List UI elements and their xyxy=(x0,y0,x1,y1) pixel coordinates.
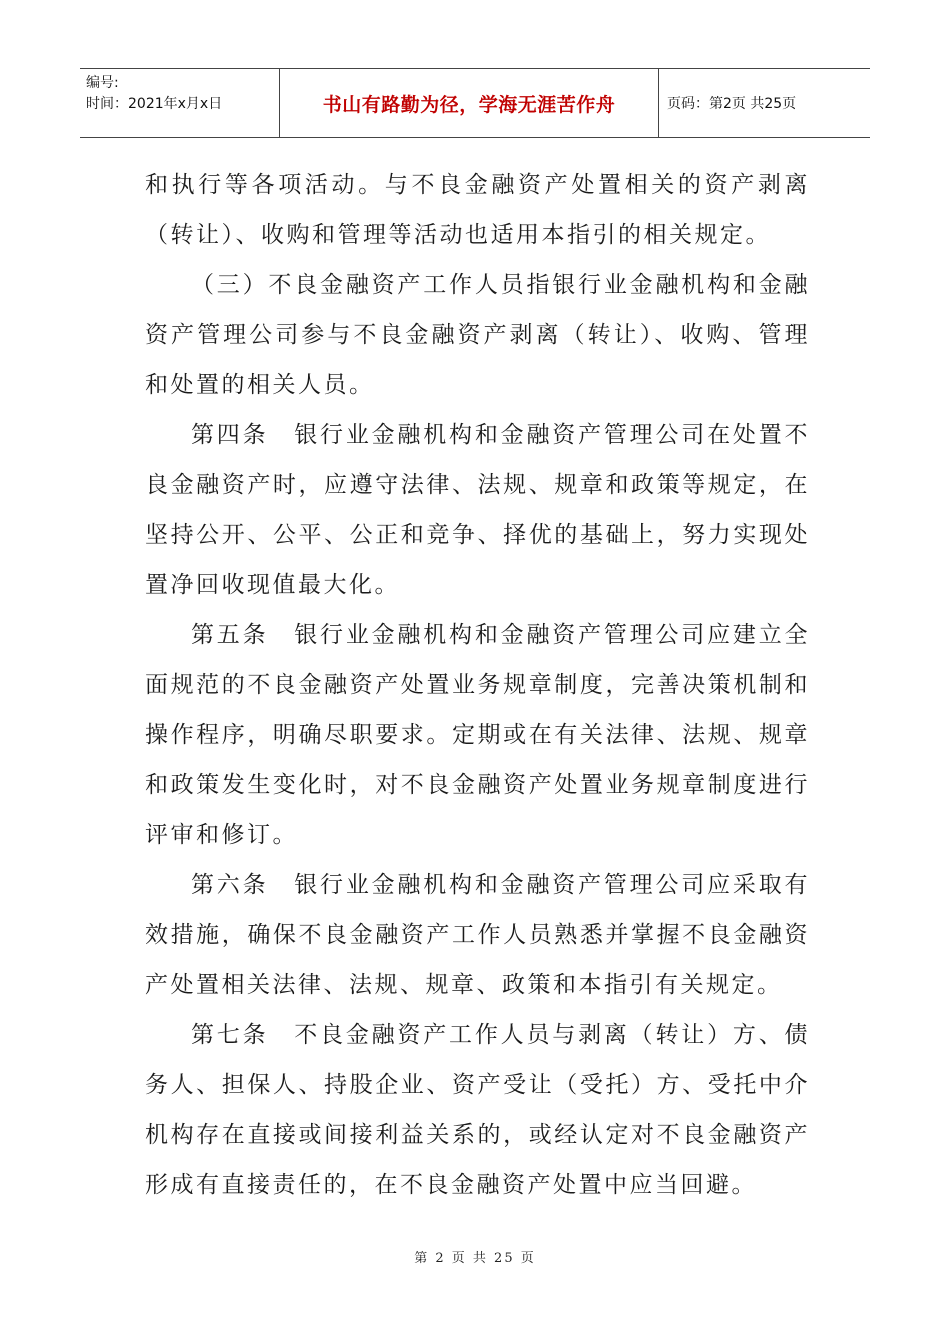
paragraph: （三）不良金融资产工作人员指银行业金融机构和金融资产管理公司参与不良金融资产剥离（转让）、收购、管理和处置的相关人员。 xyxy=(145,272,810,398)
document-body xyxy=(145,160,810,1210)
paragraph: 第四条 银行业金融机构和金融资产管理公司在处置不良金融资产时，应遵守法律、法规、规章和政策等规定，在坚持公开、公平、公正和竞争、择优的基础上，努力实现处置净回收现值最大化。 xyxy=(145,422,810,598)
page-header xyxy=(80,68,870,138)
document-time-label: 时间：2021年x月x日 xyxy=(86,96,223,112)
header-meta xyxy=(80,69,280,137)
paragraph: 第七条 不良金融资产工作人员与剥离（转让）方、债务人、担保人、持股企业、资产受让（受托）方、受托中介机构存在直接或间接利益关系的，或经认定对不良金融资产形成有直接责任的，在不良金融资产处置中应当回避。 xyxy=(145,1022,810,1198)
header-page-info: 页码：第2页 共25页 xyxy=(667,96,797,112)
paragraph: 第五条 银行业金融机构和金融资产管理公司应建立全面规范的不良金融资产处置业务规章制度，完善决策机制和操作程序，明确尽职要求。定期或在有关法律、法规、规章和政策发生变化时，对不良金融资产处置业务规章制度进行评审和修订。 xyxy=(145,622,810,848)
paragraph: 和执行等各项活动。与不良金融资产处置相关的资产剥离（转让）、收购和管理等活动也适用本指引的相关规定。 xyxy=(145,172,810,248)
paragraph: 第六条 银行业金融机构和金融资产管理公司应采取有效措施，确保不良金融资产工作人员熟悉并掌握不良金融资产处置相关法律、法规、规章、政策和本指引有关规定。 xyxy=(145,872,810,998)
document-number-label: 编号: xyxy=(86,75,119,91)
page-footer: 第 2 页 共 25 页 xyxy=(414,1251,536,1266)
header-motto: 书山有路勤为径，学海无涯苦作舟 xyxy=(280,69,659,137)
